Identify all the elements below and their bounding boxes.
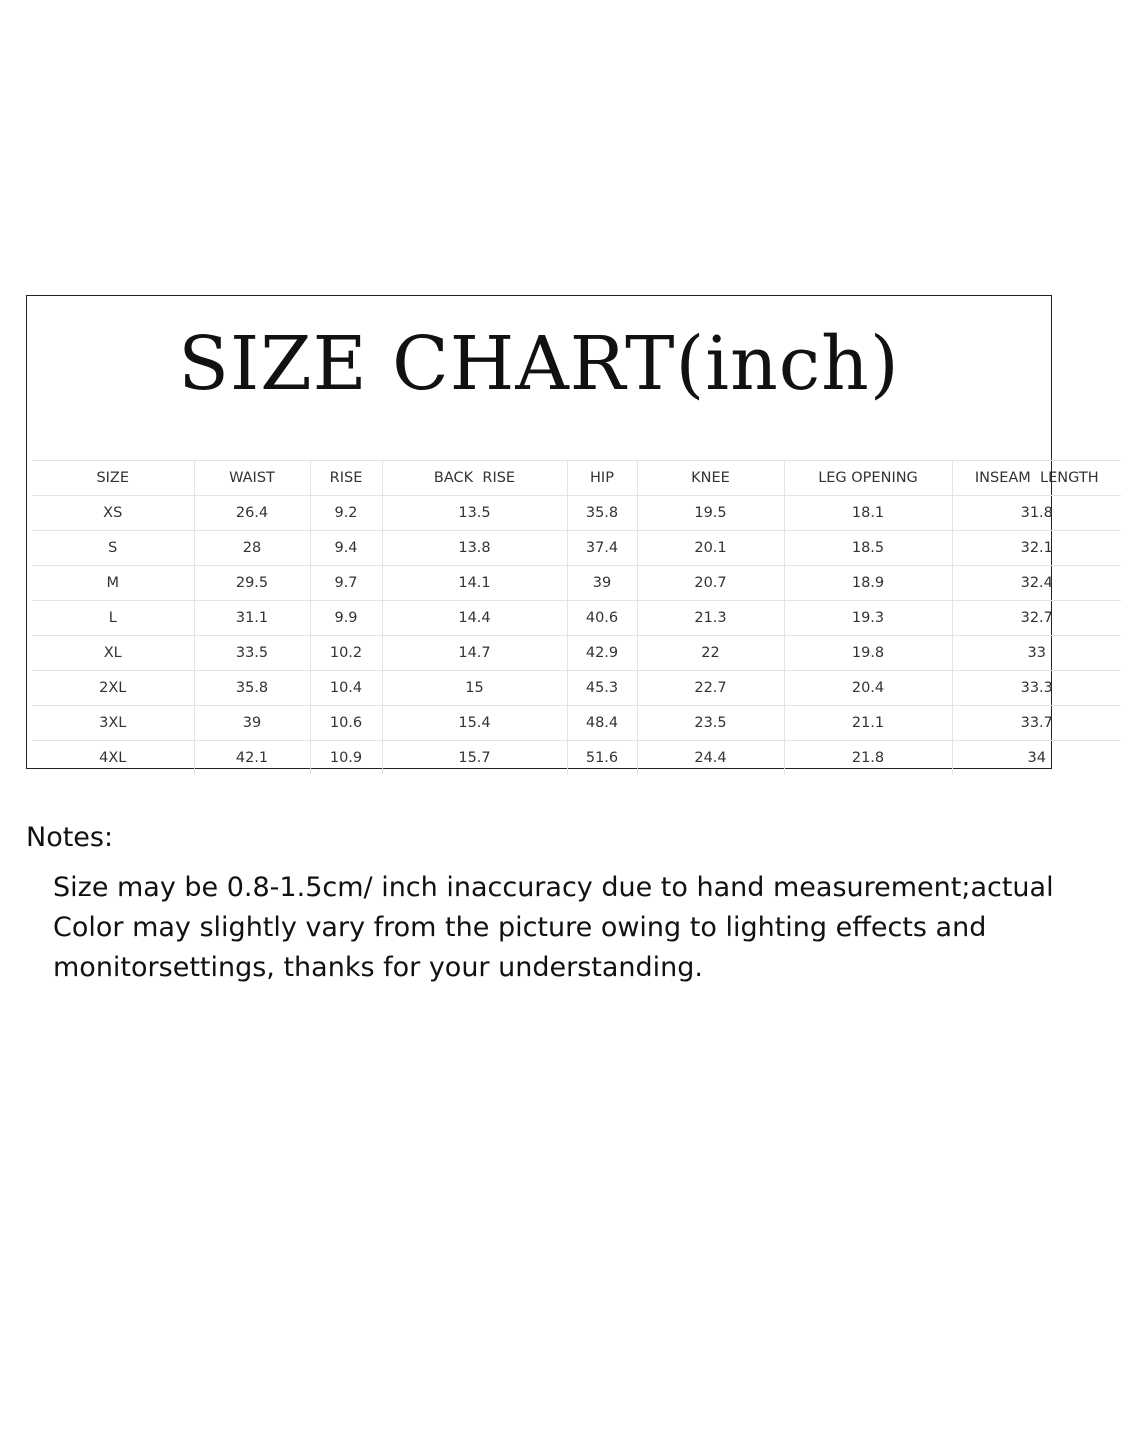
header-inseam-length: INSEAM LENGTH [952, 461, 1121, 496]
cell-leg-opening: 21.1 [784, 706, 952, 741]
header-size: SIZE [32, 461, 194, 496]
cell-size: 4XL [32, 741, 194, 776]
table-row [32, 636, 1121, 671]
cell-leg-opening: 18.5 [784, 531, 952, 566]
cell-leg-opening: 21.8 [784, 741, 952, 776]
header-back-rise: BACK RISE [382, 461, 567, 496]
table-row [32, 671, 1121, 706]
cell-waist: 28 [194, 531, 310, 566]
cell-leg-opening: 20.4 [784, 671, 952, 706]
cell-leg-opening: 19.8 [784, 636, 952, 671]
table-row [32, 601, 1121, 636]
cell-back-rise: 14.1 [382, 566, 567, 601]
cell-rise: 9.9 [310, 601, 382, 636]
cell-rise: 10.4 [310, 671, 382, 706]
cell-knee: 21.3 [637, 601, 784, 636]
cell-size: S [32, 531, 194, 566]
notes-heading: Notes: [26, 822, 114, 853]
header-rise: RISE [310, 461, 382, 496]
header-hip: HIP [567, 461, 637, 496]
cell-back-rise: 15 [382, 671, 567, 706]
cell-back-rise: 13.8 [382, 531, 567, 566]
cell-inseam-length: 32.7 [952, 601, 1121, 636]
cell-inseam-length: 31.8 [952, 496, 1121, 531]
cell-leg-opening: 18.9 [784, 566, 952, 601]
notes-line: monitorsettings, thanks for your understanding. [53, 952, 703, 983]
cell-back-rise: 14.4 [382, 601, 567, 636]
cell-size: XL [32, 636, 194, 671]
table-row [32, 531, 1121, 566]
cell-knee: 19.5 [637, 496, 784, 531]
cell-knee: 20.7 [637, 566, 784, 601]
cell-back-rise: 15.7 [382, 741, 567, 776]
cell-size: M [32, 566, 194, 601]
cell-knee: 22.7 [637, 671, 784, 706]
cell-leg-opening: 19.3 [784, 601, 952, 636]
cell-inseam-length: 34 [1027, 750, 1046, 766]
cell-hip: 42.9 [567, 636, 637, 671]
cell-size: XS [32, 496, 194, 531]
cell-waist: 42.1 [194, 741, 310, 776]
cell-inseam-length: 33.3 [952, 671, 1121, 706]
notes-line: Size may be 0.8-1.5cm/ inch inaccuracy due to hand measurement;actual [53, 872, 1054, 903]
cell-rise: 9.7 [310, 566, 382, 601]
table-row [32, 741, 1121, 776]
table-row [32, 566, 1121, 601]
cell-rise: 10.6 [310, 706, 382, 741]
cell-back-rise: 14.7 [382, 636, 567, 671]
cell-knee: 24.4 [637, 741, 784, 776]
header-waist: WAIST [194, 461, 310, 496]
size-chart-frame [26, 295, 1099, 769]
cell-hip: 48.4 [567, 706, 637, 741]
cell-hip: 51.6 [567, 741, 637, 776]
cell-waist: 31.1 [194, 601, 310, 636]
cell-rise: 9.2 [310, 496, 382, 531]
cell-size: 2XL [32, 671, 194, 706]
cell-hip: 39 [567, 566, 637, 601]
cell-inseam-length: 32.1 [952, 531, 1121, 566]
cell-hip: 35.8 [567, 496, 637, 531]
cell-waist: 39 [194, 706, 310, 741]
cell-leg-opening: 18.1 [784, 496, 952, 531]
notes-body [53, 868, 1066, 988]
notes-section [26, 818, 1066, 988]
cell-knee: 22 [637, 636, 784, 671]
cell-waist: 26.4 [194, 496, 310, 531]
chart-title: SIZE CHART(inch) [178, 321, 900, 407]
header-leg-opening: LEG OPENING [784, 461, 952, 496]
cell-size: L [32, 601, 194, 636]
cell-hip: 37.4 [567, 531, 637, 566]
cell-hip: 40.6 [567, 601, 637, 636]
notes-line: Color may slightly vary from the picture owing to lighting effects and [53, 912, 987, 943]
cell-waist: 29.5 [194, 566, 310, 601]
table-row [32, 706, 1121, 741]
cell-back-rise: 13.5 [382, 496, 567, 531]
cell-knee: 23.5 [637, 706, 784, 741]
cell-inseam-length: 33.7 [952, 706, 1121, 741]
table-row [32, 496, 1121, 531]
cell-size: 3XL [32, 706, 194, 741]
table-header-row [32, 461, 1121, 496]
cell-inseam-length: 33 [952, 636, 1121, 671]
cell-rise: 9.4 [310, 531, 382, 566]
size-table [32, 460, 1121, 775]
cell-inseam-length: 32.4 [952, 566, 1121, 601]
cell-rise: 10.9 [310, 741, 382, 776]
cell-knee: 20.1 [637, 531, 784, 566]
cell-waist: 33.5 [194, 636, 310, 671]
cell-rise: 10.2 [310, 636, 382, 671]
cell-waist: 35.8 [194, 671, 310, 706]
cell-back-rise: 15.4 [382, 706, 567, 741]
cell-hip: 45.3 [567, 671, 637, 706]
header-knee: KNEE [637, 461, 784, 496]
